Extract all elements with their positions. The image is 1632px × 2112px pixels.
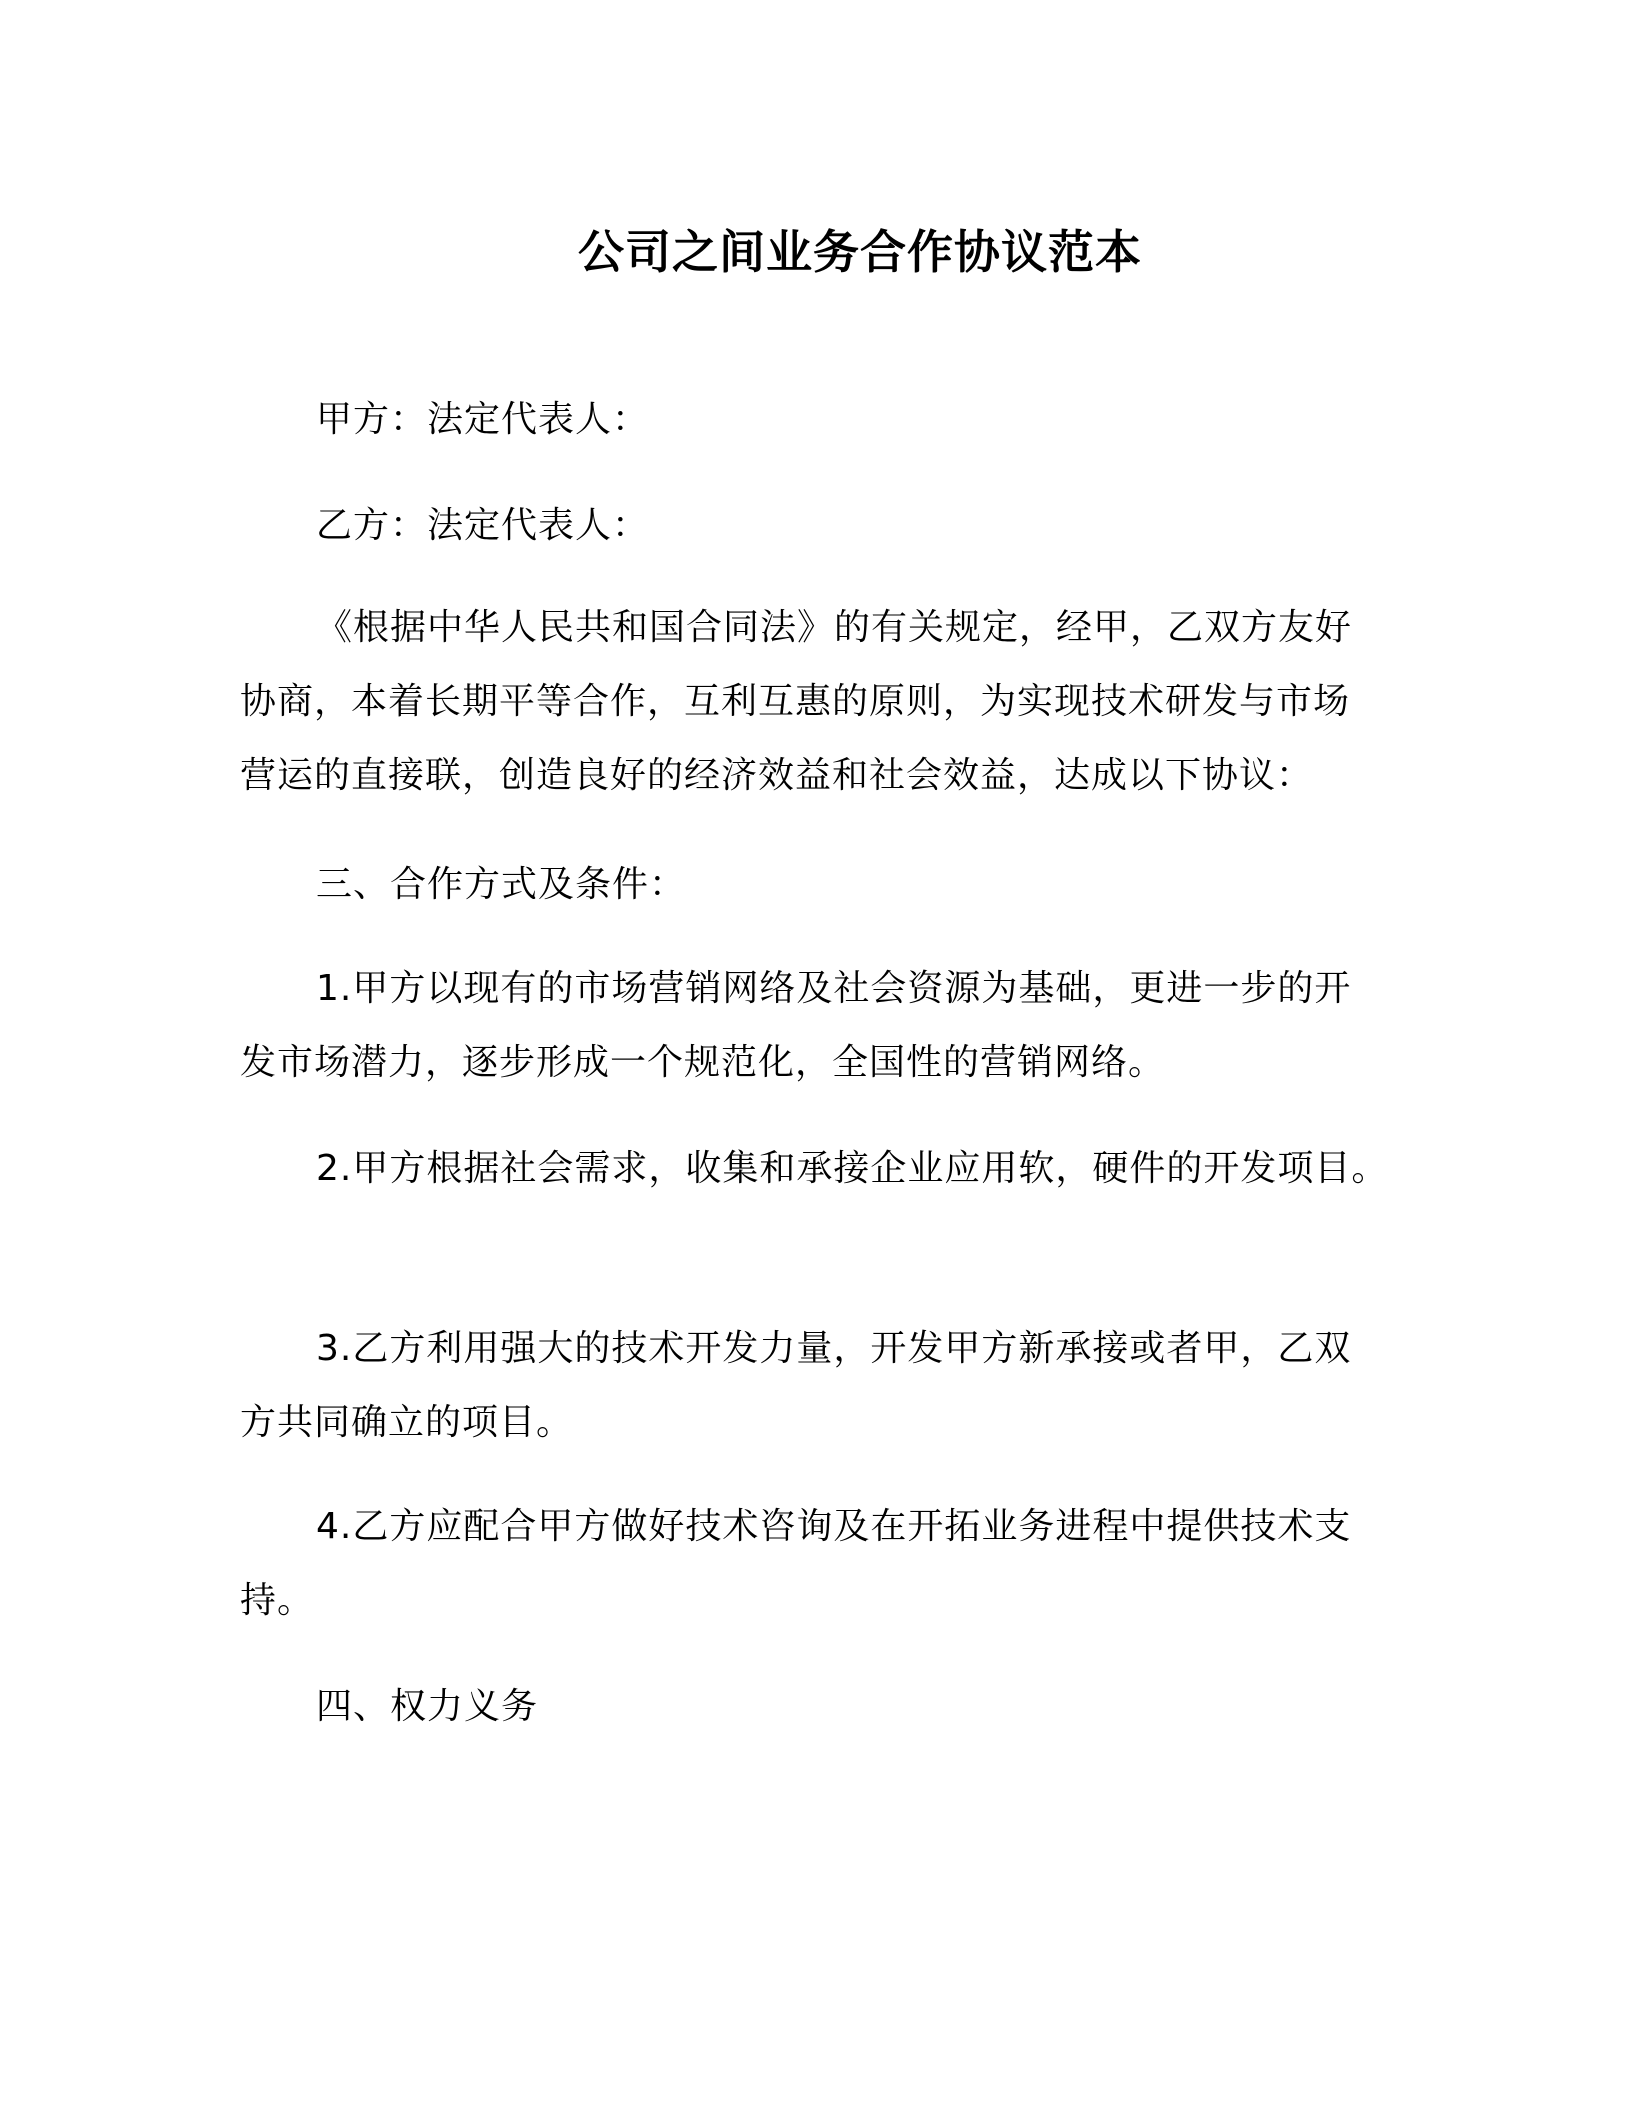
section-four-heading: 四、权力义务 [316, 1686, 539, 1727]
document-title: 公司之间业务合作协议范本 [578, 225, 1142, 279]
section-three-heading: 三、合作方式及条件： [316, 864, 687, 905]
clause-2: 2.甲方根据社会需求，收集和承接企业应用软，硬件的开发项目。 [316, 1148, 1389, 1189]
party-a-line: 甲方：法定代表人： [316, 399, 650, 440]
preamble-paragraph: 《根据中华人民共和国合同法》的有关规定，经甲，乙双方友好协商，本着长期平等合作，互利互惠的原则，为实现技术研发与市场营运的直接联，创造良好的经济效益和社会效益，达成以下协议： [240, 607, 1353, 796]
party-b-line: 乙方：法定代表人： [316, 505, 650, 546]
clause-4: 4.乙方应配合甲方做好技术咨询及在开拓业务进程中提供技术支持。 [240, 1506, 1352, 1621]
clause-3: 3.乙方利用强大的技术开发力量，开发甲方新承接或者甲，乙双方共同确立的项目。 [240, 1328, 1352, 1443]
clause-1: 1.甲方以现有的市场营销网络及社会资源为基础，更进一步的开发市场潜力，逐步形成一个规范化，全国性的营销网络。 [240, 968, 1352, 1083]
